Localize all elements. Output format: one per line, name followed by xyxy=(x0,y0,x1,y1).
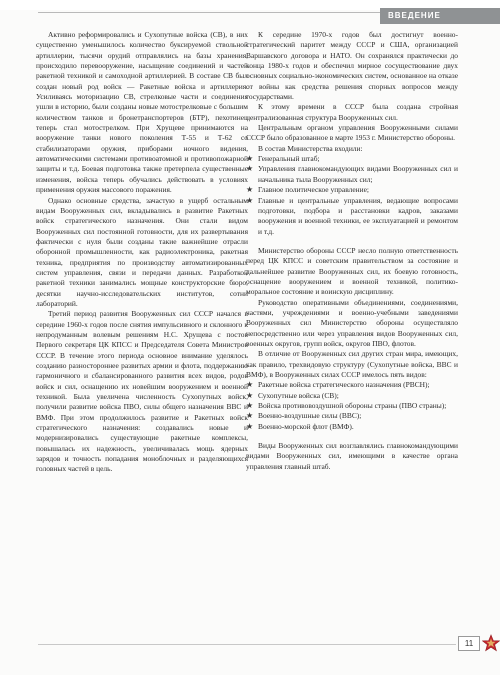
list-item: ★ Главные и центральные управления, ведающие вопросами подготовки, подбора и расстановки кадров, заказами вооружения и военной техники, ее эксплуатацией и ремонтом и т.д. xyxy=(246,195,458,236)
header-rule xyxy=(38,12,380,13)
right-column xyxy=(246,30,458,472)
left-column xyxy=(36,30,248,475)
star-bullet-icon: ★ xyxy=(246,185,254,195)
paragraph: К середине 1970-х годов был достигнут военно-стратегический паритет между СССР и США, организацией Варшавского договора и НАТО. Он сохранялся практически до конца 1980-х годов и обеспечил мирное сосуществование двух основных социально-экономических систем, основанное на отказе от войны как средства решения спорных вопросов между государствами. xyxy=(246,30,458,102)
paragraph: Однако основные средства, зачастую в ущерб остальным видам Вооруженных сил, вкладывались в развитие Ракетных войск стратегического назначения. Они стали видом Вооруженных сил постоянной готовности, для их развертывания фактически с нуля были созданы такие важнейшие отрасли оборонной промышленности, как радиоэлектроника, ракетная техника, предприятия по производству автоматизированных систем управления, связи и передачи данных. Разработкой ракетной техники занимались мощные конструкторские бюро, десятки научно-исследовательских институтов, сотни лабораторий. xyxy=(36,195,248,308)
paragraph: Третий период развития Вооруженных сил СССР начался в середине 1960-х годов после снятия импульсивного и склонного к непродуманным волевым решениям Н.С. Хрущева с постов Первого секретаря ЦК КПСС и Председателя Совета Министров СССР. В течение этого периода основное внимание уделялось созданию разностороннее развитых армии и флота, поддержанию гармоничного и сбалансированного развития всех видов, родов войск и сил, оснащению их новейшим вооружением и военной техникой. Была увеличена численность Сухопутных войск, получили развитие войска ПВО, силы общего назначения ВВС и ВМФ. При этом продолжилось развитие и Ракетных войск стратегического назначения: создавались новые и модернизировались существующие ракетные комплексы, повышалась их надежность, увеличивалась мощь ядерных зарядов и точность попадания моноблочных и разделяющихся головных частей в цель. xyxy=(36,309,248,474)
list-item: ★ Военно-воздушные силы (ВВС); xyxy=(246,411,362,421)
star-bullet-icon: ★ xyxy=(246,421,254,431)
list-item: ★ Военно-морской флот (ВМФ). xyxy=(246,421,354,431)
paragraph: Руководство оперативными объединениями, соединениями, частями, учреждениями и военно-учебными заведениями Вооруженных сил Министерство обороны осуществляло непосредственно или через управления видов Вооруженных сил, военных округов, групп войск, округов ПВО, флотов. xyxy=(246,297,458,348)
star-bullet-icon: ★ xyxy=(246,164,254,174)
paragraph: Активно реформировались и Сухопутные войска (СВ), в них существенно уменьшилось количество буксируемой ствольной артиллерии, тысячи орудий отправлялись на базы хранения, происходило перевооружение, насыщение соединений и частей ракетной техникой и самоходной артиллерией. В составе СВ был создан новый род войск — Ракетные войска и артиллерия. Усиливаясь моторизацию СВ, стрелковые части и соединения ушли в историю, были созданы новые мотострелковые с большим количеством танков и бронетранспортеров (БТР), пехотинец теперь стал мотострелком. При Хрущеве принимаются на вооружение танки нового поколения Т-55 и Т-62 со стабилизаторами оружия, приборами ночного видения, автоматическими системами противоатомной и противопожарной защиты и т.д. Боевая подготовка также претерпела существенные изменения, войска теперь обучались действовать в условиях применения оружия массового поражения. xyxy=(36,30,248,195)
star-bullet-icon: ★ xyxy=(246,154,254,164)
ministry-list xyxy=(246,154,458,237)
star-bullet-icon: ★ xyxy=(246,380,254,390)
list-item: ★ Генеральный штаб; xyxy=(246,154,320,164)
star-bullet-icon: ★ xyxy=(246,390,254,400)
star-bullet-icon: ★ xyxy=(246,411,254,421)
list-item: ★ Сухопутные войска (СВ); xyxy=(246,390,339,400)
paragraph: В отличие от Вооруженных сил других стран мира, имеющих, как правило, трехвидовую структуру (Сухопутные войска, ВВС и ВМФ), в Вооруженных силах СССР имелось пять видов: xyxy=(246,349,458,379)
list-item: ★ Управления главнокомандующих видами Вооруженных сил и начальника тыла Вооруженных сил; xyxy=(246,164,458,184)
paragraph: Виды Вооруженных сил возглавлялись главнокомандующими видами Вооруженных сил, имеющими в качестве органа управления главный штаб. xyxy=(246,441,458,471)
paragraph: К этому времени в СССР была создана стройная централизованная структура Вооруженных сил. xyxy=(246,102,458,122)
ministry-list-intro: В состав Министерства входили: xyxy=(258,143,363,153)
branch-list xyxy=(246,380,458,432)
page-number: 11 xyxy=(458,636,480,651)
list-item: ★ Войска противовоздушной обороны страны (ПВО страны); xyxy=(246,401,447,411)
list-item: ★ Главное политическое управление; xyxy=(246,185,369,195)
list-item: ★ Ракетные войска стратегического назначения (РВСН); xyxy=(246,380,430,390)
star-bullet-icon: ★ xyxy=(246,195,254,205)
footer-rule xyxy=(38,644,456,645)
section-label: ВВЕДЕНИЕ xyxy=(380,8,500,24)
star-bullet-icon: ★ xyxy=(246,401,254,411)
paragraph: Центральным органом управления Вооруженными силами СССР было образованное в марте 1953 г. Министерство обороны. xyxy=(246,123,458,143)
red-star-icon xyxy=(482,634,500,652)
paragraph: Министерство обороны СССР несло полную ответственность перед ЦК КПСС и советским правительством за состояние и дальнейшее развитие Вооруженных сил, их боевую готовность, оснащение вооружением и военной техникой, политико-моральное состояние и воинскую дисциплину. xyxy=(246,245,458,297)
